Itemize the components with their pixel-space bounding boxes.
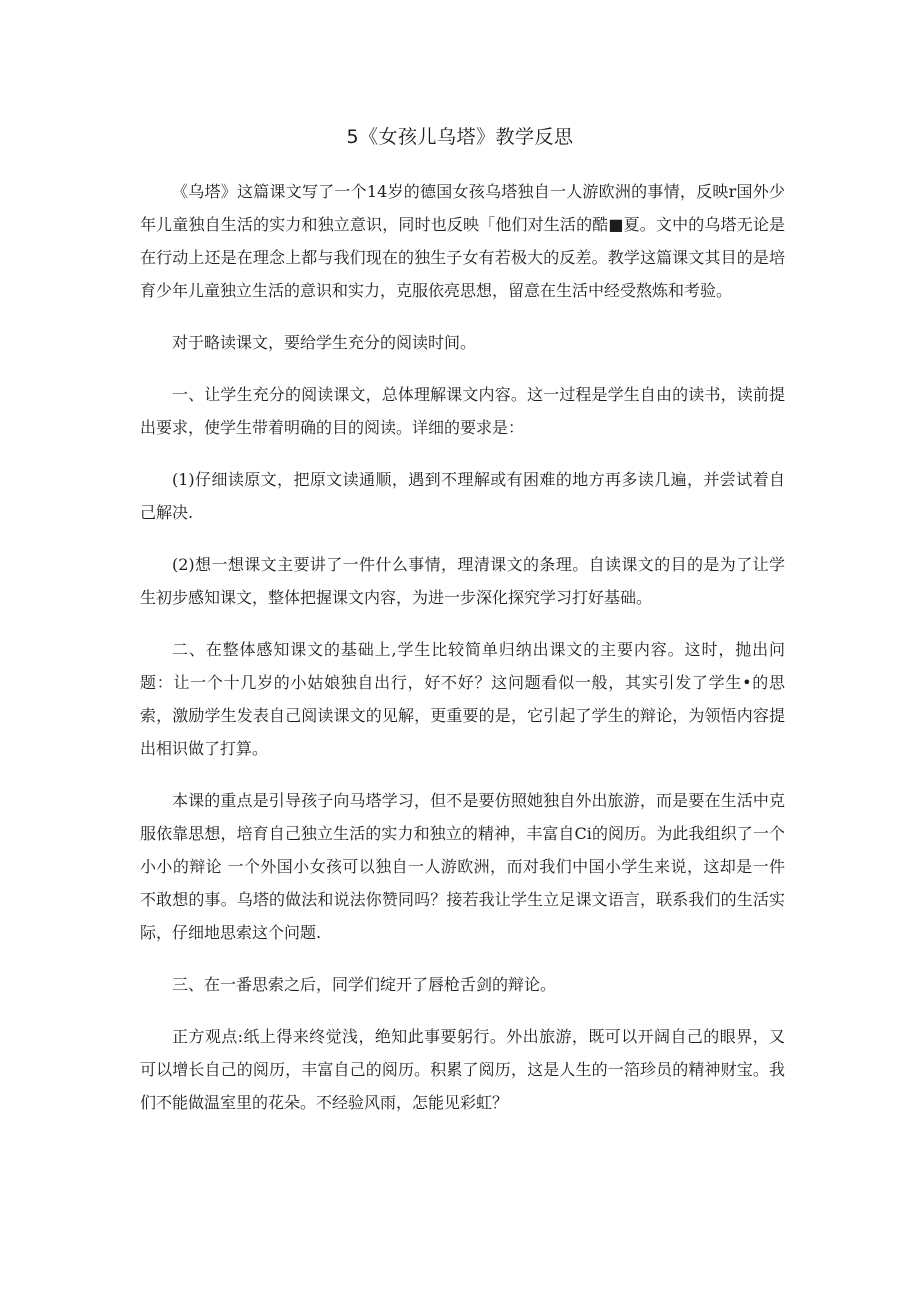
document-body	[140, 175, 785, 1138]
paragraph-reading-time: 对于略读课文，要给学生充分的阅读时间。	[172, 333, 477, 352]
paragraph-intro: 《乌塔》这篇课文写了一个14岁的德国女孩乌塔独自一人游欧洲的事情，反映r国外少年儿童独自生活的实力和独立意识，同时也反映「他们对生活的酷■夏。文中的乌塔无论是在行动上还是在理念上都与我们现在的独生子女有若极大的反差。教学这篇课文其目的是培育少年儿童独立生活的意识和实力，克服依亮思想，留意在生活中经受熬炼和考验。	[140, 182, 785, 300]
paragraph-step-three: 三、在一番思索之后，同学们绽开了唇枪舌剑的辩论。	[172, 975, 557, 994]
paragraph-requirement-2: (2)想一想课文主要讲了一件什么事情，理清课文的条理。自读课文的目的是为了让学生初步感知课文，整体把握课文内容，为进一步深化探究学习打好基础。	[140, 555, 785, 607]
paragraph-lesson-focus: 本课的重点是引导孩子向马塔学习，但不是要仿照她独自外出旅游，而是要在生活中克服依靠思想，培育自己独立生活的实力和独立的精神，丰富自Ci的阅历。为此我组织了一个小小的辩论 一个外国小女孩可以独自一人游欧洲，而对我们中国小学生来说，这却是一件不敢想的事。乌塔的做法和说法你赞同吗？接若我让学生立足课文语言，联系我们的生活实际，仔细地思索这个问题.	[140, 791, 785, 942]
paragraph-step-two: 二、在整体感知课文的基础上,学生比较简单归纳出课文的主要内容。这时，抛出问题：让一个十几岁的小姑娘独自出行，好不好？这问题看似一般，其实引发了学生•的思索，激励学生发表自己阅读课文的见解，更重要的是，它引起了学生的辩论，为领悟内容提出相识做了打算。	[140, 640, 785, 758]
paragraph-affirmative-view: 正方观点:纸上得来终觉浅，绝知此事要躬行。外出旅游，既可以开阔自己的眼界，又可以增长自己的阅历，丰富自己的阅历。积累了阅历，这是人生的一箔珍员的精神财宝。我们不能做温室里的花朵。不经验风雨，怎能见彩虹？	[140, 1027, 785, 1112]
paragraph-requirement-1: (1)仔细读原文，把原文读通顺，遇到不理解或有困难的地方再多读几遍，并尝试着自己解决.	[140, 470, 785, 522]
paragraph-step-one: 一、让学生充分的阅读课文，总体理解课文内容。这一过程是学生自由的读书，读前提出要求，使学生带着明确的目的阅读。详细的要求是：	[140, 385, 785, 437]
document-title: 5《女孩儿乌塔》教学反思	[346, 126, 574, 148]
